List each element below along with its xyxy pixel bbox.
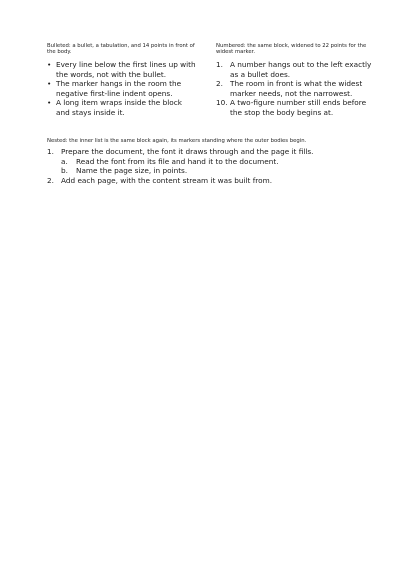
list-item xyxy=(47,79,197,98)
sublist-item-text: Read the font from its file and hand it to the document. xyxy=(76,156,279,166)
list-item xyxy=(216,98,376,117)
list-item xyxy=(216,60,376,79)
list-item-text: A two-figure number still ends before the stop the body begins at. xyxy=(230,98,367,117)
list-item-text: The room in front is what the widest marker needs, not the narrowest. xyxy=(230,79,363,98)
sublist-item xyxy=(61,166,367,176)
number-marker: 2. xyxy=(47,175,54,185)
list-item xyxy=(47,60,197,79)
list-item xyxy=(47,176,367,186)
nested-sublist xyxy=(47,157,367,176)
numbered-section xyxy=(216,43,376,117)
bullet-marker: • xyxy=(47,98,52,108)
list-item-text: The marker hangs in the room the negative first-line indent opens. xyxy=(56,79,182,98)
bulleted-section xyxy=(47,43,197,117)
number-marker: 2. xyxy=(216,79,223,89)
nested-caption: Nested: the inner list is the same block again, its markers standing where the outer bodies begin. xyxy=(47,138,307,144)
letter-marker: a. xyxy=(61,156,68,166)
number-marker: 1. xyxy=(47,147,54,156)
bulleted-caption: Bulleted: a bullet, a tabulation, and 14 points in front of the body. xyxy=(47,43,195,56)
list-item xyxy=(47,147,367,176)
list-item-text: Prepare the document, the font it draws through and the page it fills. xyxy=(61,147,314,156)
list-item xyxy=(216,79,376,98)
sublist-item xyxy=(61,157,367,167)
bullet-marker: • xyxy=(47,79,52,89)
sublist-item-text: Name the page size, in points. xyxy=(76,166,188,175)
number-marker: 10. xyxy=(216,98,228,108)
list-item xyxy=(47,98,197,117)
bulleted-list xyxy=(47,60,197,117)
bullet-marker: • xyxy=(47,60,52,70)
list-item-text: A number hangs out to the left exactly as a bullet does. xyxy=(230,60,372,79)
numbered-list xyxy=(216,60,376,117)
list-item-text: A long item wraps inside the block and stays inside it. xyxy=(56,98,182,117)
letter-marker: b. xyxy=(61,166,68,175)
nested-list xyxy=(47,147,367,185)
number-marker: 1. xyxy=(216,60,223,70)
numbered-caption: Numbered: the same block, widened to 22 points for the widest marker. xyxy=(216,43,367,56)
list-item-text: Every line below the first lines up with the words, not with the bullet. xyxy=(56,60,196,79)
list-item-text: Add each page, with the content stream it was built from. xyxy=(61,175,273,185)
